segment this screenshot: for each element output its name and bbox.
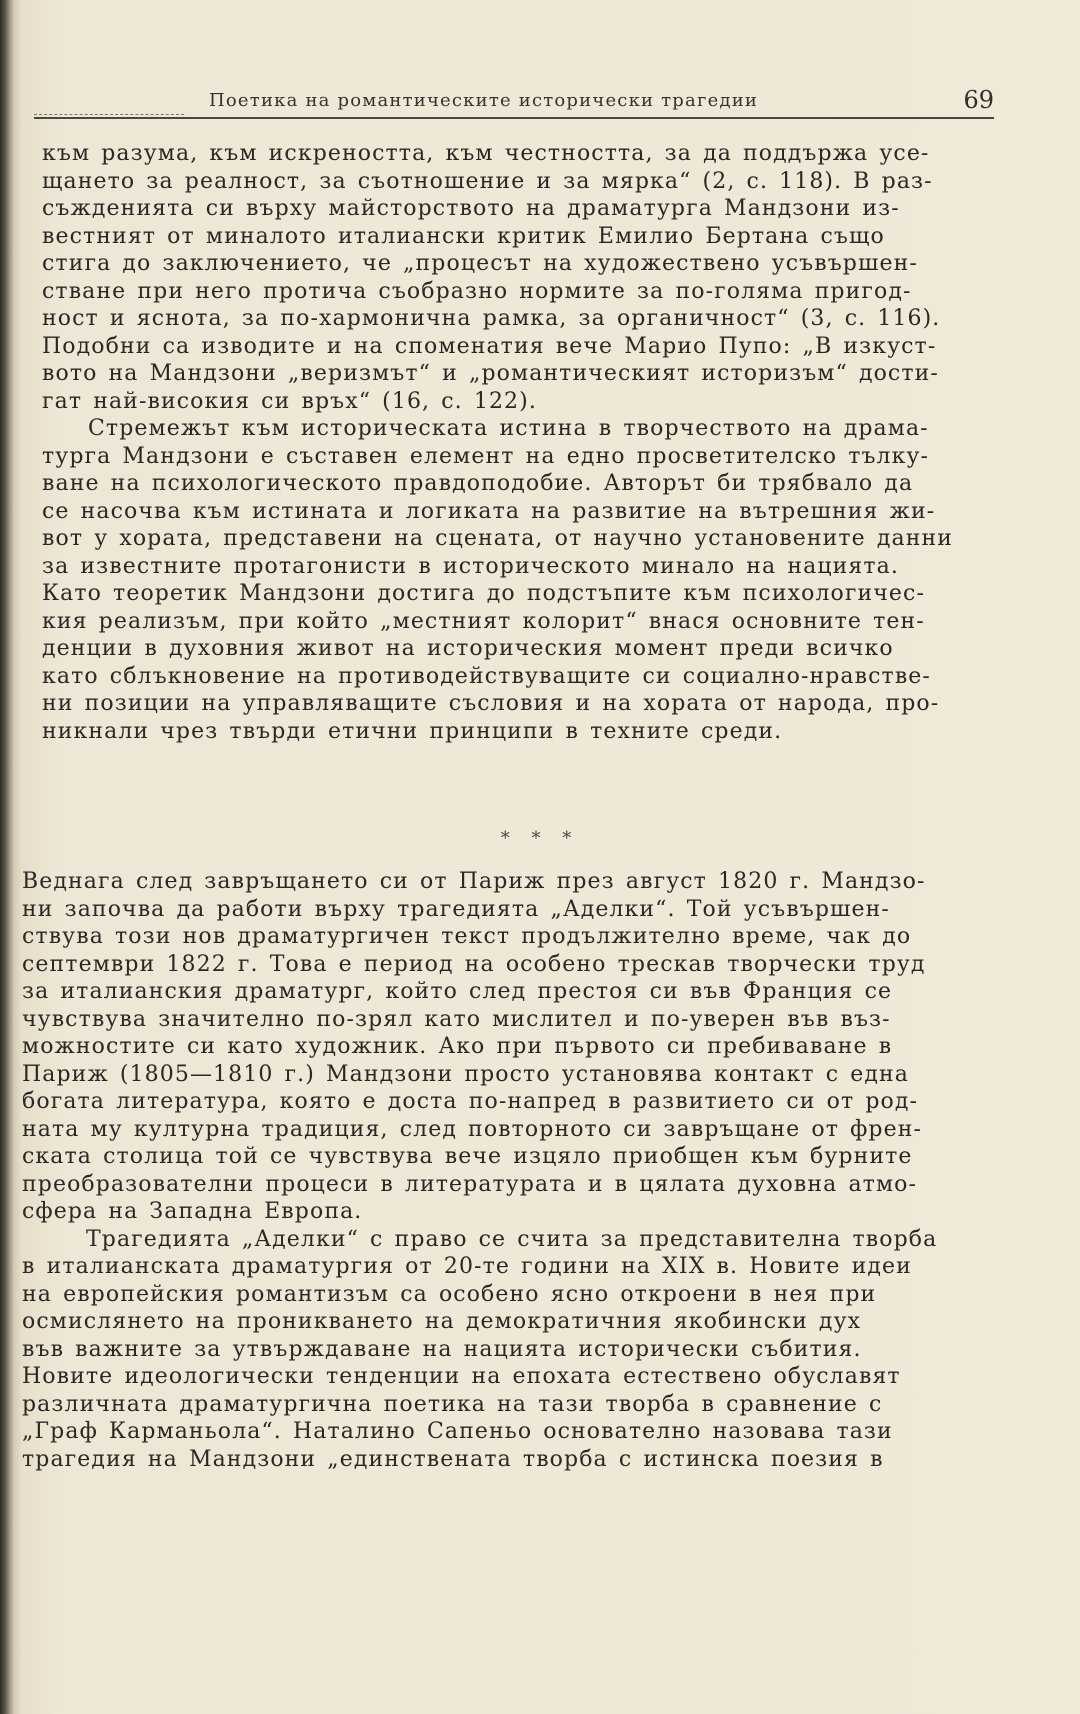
text-line: съжденията си върху майсторството на драматурга Мандзони из- <box>42 196 900 221</box>
text-line: чувствува значително по-зрял като мислител и по-уверен във въз- <box>22 1006 891 1032</box>
text-line: на европейския романтизъм са особено ясно откроени в нея при <box>22 1281 877 1307</box>
paragraph-3 <box>22 868 982 1226</box>
text-line: преобразователни процеси в литературата и в цялата духовна атмо- <box>22 1171 918 1197</box>
text-line: богата литература, която е доста по-напред в развитието си от род- <box>22 1089 919 1114</box>
text-line: можностите си като художник. Ако при първото си пребиваване в <box>22 1034 893 1059</box>
text-line: към разума, към искреността, към честността, за да поддържа усе- <box>42 141 930 166</box>
running-header <box>34 84 994 128</box>
text-line: Веднага след завръщането си от Париж през август 1820 г. Мандзо- <box>22 869 926 894</box>
text-line: Париж (1805—1810 г.) Мандзони просто установява контакт с една <box>22 1061 910 1087</box>
text-line: стване при него протича съобразно нормите за по-голяма пригод- <box>42 278 912 304</box>
text-line: ската столица той се чувствува вече изцяло приобщен към бурните <box>22 1144 913 1169</box>
text-line: ствува този нов драматургичен текст продължително време, чак до <box>22 924 912 949</box>
text-line: ване на психологическото правдоподобие. Авторът би трябвало да <box>42 471 914 496</box>
body-text-top <box>24 140 984 745</box>
body-text-bottom <box>22 868 982 1473</box>
text-line: различната драматургична поетика на тази творба в сравнение с <box>22 1391 883 1417</box>
paragraph-4 <box>22 1226 982 1474</box>
text-line: като сблъкновение на противодействуващите си социално-нравстве- <box>42 663 931 689</box>
book-binding-edge <box>0 0 14 1714</box>
text-line: септември 1822 г. Това е период на особено трескав творчески труд <box>22 951 926 977</box>
text-line: Стремежът към историческата истина в творчеството на драма- <box>88 416 929 441</box>
header-rule <box>34 117 994 120</box>
text-line: в италианската драматургия от 20-те години на XIX в. Новите идеи <box>22 1254 912 1279</box>
text-line: сфера на Западна Европа. <box>22 1199 363 1224</box>
text-line: турга Мандзони е съставен елемент на едно просветителско тълку- <box>42 443 930 469</box>
text-line: осмислянето на проникването на демократичния якобински дух <box>22 1309 862 1334</box>
text-line: „Граф Карманьола“. Наталино Сапеньо основателно назовава тази <box>22 1419 893 1444</box>
text-line: във важните за утвърждаване на нацията исторически събития. <box>22 1336 862 1362</box>
text-line: ност и яснота, за по-хармонична рамка, за органичност“ (3, с. 116). <box>42 306 941 331</box>
text-line: гат най-високия си връх“ (16, с. 122). <box>42 388 537 414</box>
text-line: Като теоретик Мандзони достига до подстъпите към психологичес- <box>42 581 925 606</box>
text-line: за италианския драматург, който след престоя си във Франция се <box>22 979 893 1004</box>
header-rule-dashed <box>34 114 184 115</box>
text-line: вото на Мандзони „веризмът“ и „романтическият историзъм“ дости- <box>42 361 939 386</box>
text-line: Новите идеологически тенденции на епохата естествено обуславят <box>22 1364 901 1389</box>
paragraph-1 <box>24 140 984 415</box>
section-break-asterisks: * * * <box>500 828 580 849</box>
text-line: стига до заключението, че „процесът на художествено усъвършен- <box>42 251 918 276</box>
running-title: Поетика на романтическите исторически трагедии <box>209 90 759 111</box>
text-line: денции в духовния живот на историческия момент преди всичко <box>42 636 894 661</box>
text-line: се насочва към истината и логиката на развитие на вътрешния жи- <box>42 498 936 524</box>
text-line: вот у хората, представени на сцената, от научно установените данни <box>42 526 954 551</box>
text-line: Подобни са изводите и на споменатия вече Марио Пупо: „В изкуст- <box>42 333 937 359</box>
page-number: 69 <box>963 86 994 114</box>
text-line: вестният от миналото италиански критик Емилио Бертана също <box>42 223 885 249</box>
text-line: щането за реалност, за съотношение и за мярка“ (2, с. 118). В раз- <box>42 168 933 194</box>
text-line: никнали чрез твърди етични принципи в техните среди. <box>42 718 783 744</box>
text-line: трагедия на Мандзони „единствената творба с истинска поезия в <box>22 1446 884 1472</box>
text-line: за известните протагонисти в историческото минало на нацията. <box>42 553 899 579</box>
text-line: кия реализъм, при който „местният колорит“ внася основните тен- <box>42 608 925 634</box>
text-line: ни позиции на управляващите съсловия и на хората от народа, про- <box>42 691 940 716</box>
paragraph-2 <box>24 415 984 745</box>
text-line: ни започва да работи върху трагедията „Аделки“. Той усъвършен- <box>22 896 890 922</box>
text-line: ната му културна традиция, след повторното си завръщане от френ- <box>22 1116 923 1142</box>
text-line: Трагедията „Аделки“ с право се счита за представителна творба <box>86 1226 938 1252</box>
